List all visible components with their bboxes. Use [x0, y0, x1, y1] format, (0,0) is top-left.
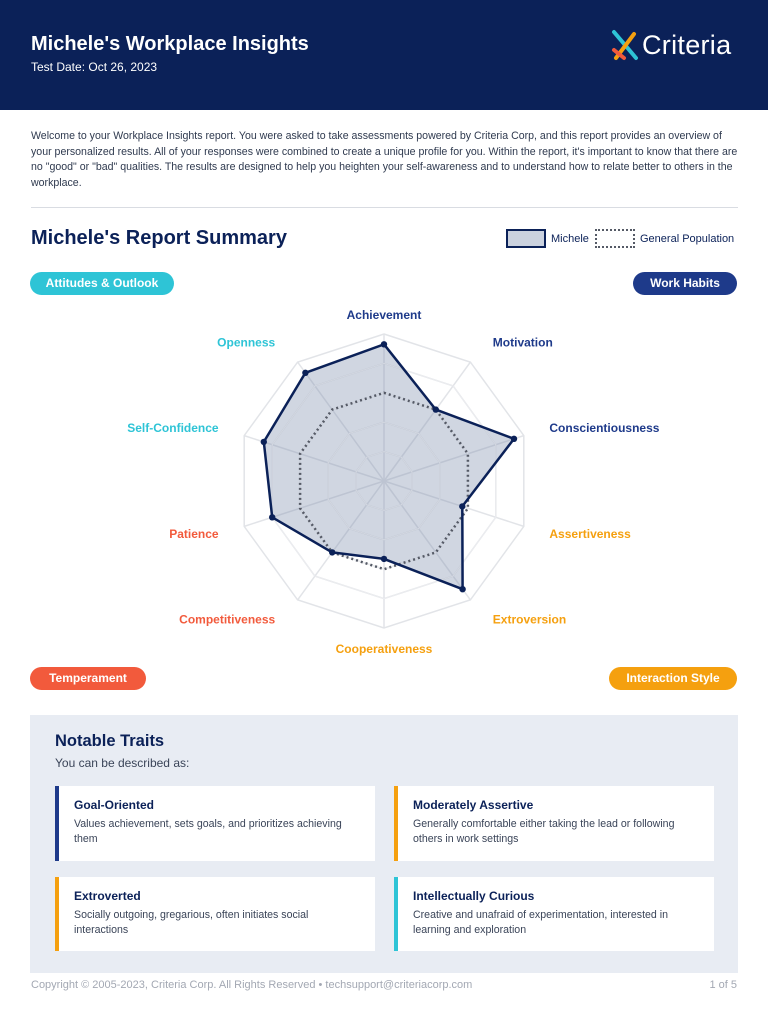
criteria-logo	[610, 28, 742, 68]
data-point-motivation	[433, 406, 439, 412]
trait-title: Intellectually Curious	[413, 889, 535, 903]
axis-label-assertiveness: Assertiveness	[549, 526, 631, 541]
legend-label-michele: Michele	[551, 233, 589, 245]
data-point-cooperativeness	[381, 556, 387, 562]
trait-title: Extroverted	[74, 889, 141, 903]
data-point-assertiveness	[459, 503, 465, 509]
data-point-competitiveness	[329, 549, 335, 555]
criteria-logo-icon	[610, 28, 640, 64]
data-point-patience	[269, 514, 275, 520]
report-header	[0, 0, 768, 110]
trait-card-extroverted	[55, 877, 375, 951]
category-pill-attitudes: Attitudes & Outlook	[30, 272, 174, 295]
axis-label-conscientiousness: Conscientiousness	[549, 421, 660, 436]
axis-label-motivation: Motivation	[492, 335, 553, 350]
category-pill-temperament: Temperament	[30, 667, 146, 690]
page-number: 1 of 5	[709, 979, 737, 991]
trait-accent-bar	[394, 786, 398, 861]
traits-title: Notable Traits	[55, 732, 165, 750]
trait-card-goal-oriented	[55, 786, 375, 861]
axis-label-achievement: Achievement	[346, 308, 422, 322]
criteria-logo-text: Criteria	[642, 30, 732, 60]
axis-label-self-confidence: Self-Confidence	[127, 421, 219, 436]
trait-description: Socially outgoing, gregarious, often initiates social interactions	[74, 909, 309, 937]
axis-label-patience: Patience	[169, 526, 219, 541]
test-date: Test Date: Oct 26, 2023	[31, 60, 158, 74]
footer-copyright: Copyright © 2005-2023, Criteria Corp. All Rights Reserved • techsupport@criteriacorp.com	[31, 979, 473, 991]
trait-accent-bar	[55, 877, 59, 951]
trait-title: Moderately Assertive	[413, 798, 534, 812]
summary-title: Michele's Report Summary	[31, 227, 287, 249]
data-point-openness	[302, 370, 308, 376]
category-pill-work-habits: Work Habits	[633, 272, 737, 295]
legend-label-population: General Population	[640, 233, 735, 245]
radar-chart	[0, 280, 768, 680]
legend-swatch-michele	[506, 229, 546, 248]
data-point-conscientiousness	[511, 436, 517, 442]
data-point-extroversion	[459, 586, 465, 592]
trait-description: Creative and unafraid of experimentation, interested in learning and exploration	[413, 909, 668, 937]
notable-traits-panel	[30, 715, 738, 973]
trait-accent-bar	[394, 877, 398, 951]
trait-card-intellectually-curious	[394, 877, 714, 951]
report-title: Michele's Workplace Insights	[31, 33, 309, 55]
data-point-self-confidence	[261, 439, 267, 445]
trait-description: Values achievement, sets goals, and prioritizes achieving them	[74, 818, 342, 846]
intro-paragraph: Welcome to your Workplace Insights report. You were asked to take assessments powered by Criteria Corp, and this report provides an overview of your personalized results. All of your responses were combined to create a unique profile for you. Within the report, it's important to know that there are no "good" or "bad" qualities. The results are designed to help you heighten your self-awareness and to understand how to relate better to others in the workplace.	[31, 130, 738, 189]
trait-accent-bar	[55, 786, 59, 861]
trait-description: Generally comfortable either taking the lead or following others in work settings	[413, 818, 675, 846]
trait-card-moderately-assertive	[394, 786, 714, 861]
axis-label-cooperativeness: Cooperativeness	[335, 642, 433, 656]
section-divider	[31, 207, 738, 208]
trait-title: Goal-Oriented	[74, 798, 155, 812]
legend-swatch-population	[595, 229, 635, 248]
category-pill-interaction: Interaction Style	[609, 667, 737, 690]
axis-label-extroversion: Extroversion	[492, 612, 567, 627]
axis-label-openness: Openness	[217, 335, 276, 350]
axis-label-competitiveness: Competitiveness	[179, 612, 276, 627]
traits-subtitle: You can be described as:	[55, 756, 190, 770]
data-point-achievement	[381, 341, 387, 347]
